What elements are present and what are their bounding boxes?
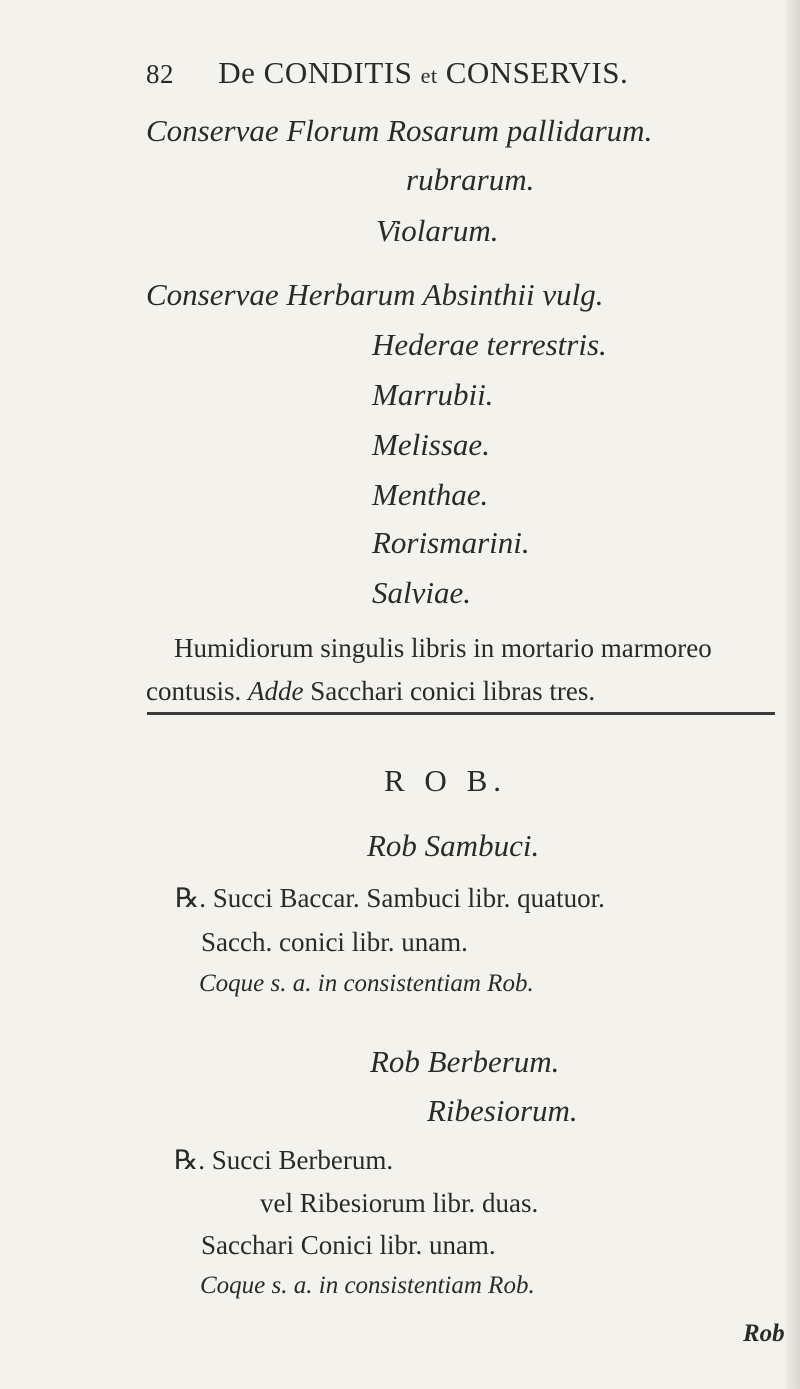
rob-berberum-title: Rob Berberum. bbox=[370, 1044, 560, 1079]
header-end: CONSERVIS. bbox=[445, 55, 629, 90]
herb-item: Salviae. bbox=[372, 575, 471, 610]
rob-berberum-line-3: Sacchari Conici libr. unam. bbox=[201, 1230, 496, 1260]
paragraph-line-1: Humidiorum singulis libris in mortario marmoreo bbox=[174, 633, 712, 663]
catchword: Rob bbox=[743, 1320, 785, 1347]
rob-ribesiorum-title: Ribesiorum. bbox=[427, 1093, 578, 1128]
conservae-florum-lead: Conservae Florum Rosarum pallidarum. bbox=[146, 113, 653, 148]
paragraph-end: Sacchari conici libras tres. bbox=[310, 676, 596, 706]
conservae-herbarum-lead: Conservae Herbarum Absinthii vulg. bbox=[146, 277, 604, 312]
header-main: CONDITIS bbox=[263, 55, 413, 90]
herb-item: Rorismarini. bbox=[372, 525, 530, 560]
conservae-florum-violarum: Violarum. bbox=[376, 213, 499, 248]
rob-sambuci-line-1: ℞. Succi Baccar. Sambuci libr. quatuor. bbox=[175, 883, 605, 913]
rob-heading: R O B. bbox=[384, 763, 507, 798]
paragraph-adde: Adde bbox=[248, 676, 304, 706]
rob-berberum-line-1: ℞. Succi Berberum. bbox=[174, 1145, 394, 1175]
header-prefix: De bbox=[218, 55, 256, 90]
rob-sambuci-line-3: Coque s. a. in consistentiam Rob. bbox=[199, 970, 534, 997]
section-divider bbox=[147, 712, 775, 715]
page-edge bbox=[786, 0, 800, 1389]
paragraph-line-2 bbox=[146, 676, 595, 707]
herb-item: Melissae. bbox=[372, 427, 490, 462]
herb-item: Hederae terrestris. bbox=[372, 327, 607, 362]
rob-sambuci-title: Rob Sambuci. bbox=[367, 828, 540, 863]
herb-item: Marrubii. bbox=[372, 377, 494, 412]
rob-sambuci-line-2: Sacch. conici libr. unam. bbox=[201, 927, 468, 957]
conservae-florum-rubrarum: rubrarum. bbox=[406, 162, 535, 197]
rob-berberum-line-2: vel Ribesiorum libr. duas. bbox=[260, 1188, 539, 1218]
paragraph-contusis: contusis. bbox=[146, 676, 242, 706]
running-header bbox=[146, 55, 628, 91]
header-conj: et bbox=[420, 63, 438, 88]
page-number: 82 bbox=[146, 59, 174, 89]
rob-berberum-line-4: Coque s. a. in consistentiam Rob. bbox=[200, 1272, 535, 1299]
herb-item: Menthae. bbox=[372, 477, 489, 512]
